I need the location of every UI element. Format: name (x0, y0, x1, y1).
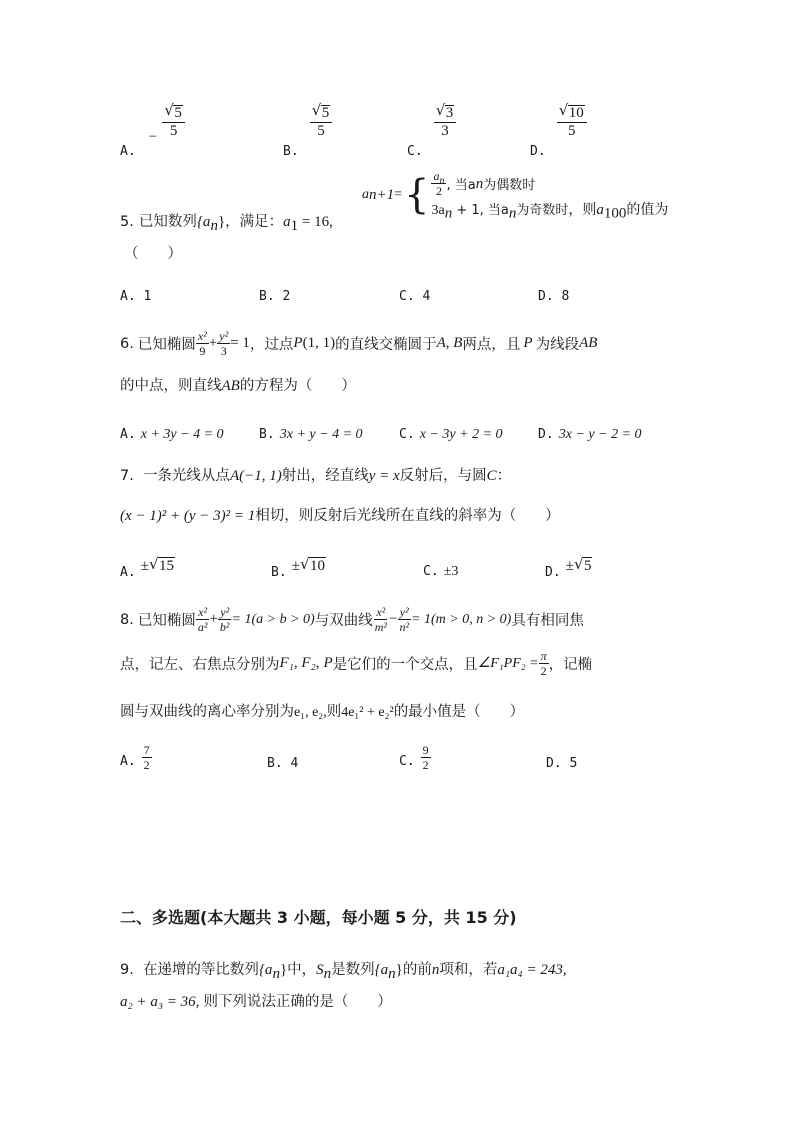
q6-option-a: A. x + 3y − 4 = 0 (120, 427, 224, 442)
q6-option-d: D. 3x − y − 2 = 0 (538, 427, 642, 442)
q6-option-b: B. 3x + y − 4 = 0 (259, 427, 363, 442)
q5-option-a: A. 1 (120, 289, 152, 304)
q4-b-fraction: √ 5 5 (310, 105, 333, 139)
q8-option-c: C. $\frac{9}{2}$ (399, 743, 429, 772)
q6-stem-line2: 的中点，则直线AB的方程为（ ） (120, 378, 356, 394)
q4-option-d: $_{D.}$ √ 10 5 (530, 105, 587, 139)
q5-answer-paren: （ ） (124, 246, 182, 262)
q5-stem-line1: 5. 已知数列$\{a_n\}$，满足：$a_1 = 16$, (120, 214, 333, 235)
q7-option-b: B. ± √ 10 (271, 555, 325, 580)
q8-option-b: B. 4 (267, 756, 299, 771)
q5-option-c: C. 4 (399, 289, 431, 304)
left-brace-icon: { (404, 171, 430, 218)
q8-option-d: D. 5 (546, 756, 578, 771)
q7-option-a: A. ± √ 15 (120, 555, 174, 580)
q5-recurrence: a n+1 = { $\frac{a_n}{2}$ , 当a n 为偶数时 $3a_n + 1$, 当$a_n$为奇数时，则$a_{100}$的值为 (362, 169, 669, 222)
section-2-title: 二、多选题(本大题共 3 小题，每小题 5 分，共 15 分) (120, 908, 517, 927)
q5-option-d: D. 8 (538, 289, 570, 304)
q4-option-c: $_{C.}$ √ 3 3 (407, 105, 456, 139)
q9-stem-line1: 9. 在递增的等比数列$\{a_n\}$中，$S_n$是数列$\{a_n\}$的前n项和，若a₁a₄ = 243, (120, 962, 567, 983)
q7-stem-line2: (x − 1)² + (y − 3)² = 1相切，则反射后光线所在直线的斜率为（ ） (120, 508, 560, 524)
q4-option-b: $_{B.}$ √ 5 5 (283, 105, 332, 139)
q6-option-c: C. x − 3y + 2 = 0 (399, 427, 503, 442)
q9-stem-line2: a₂ + a₃ = 36, 则下列说法正确的是（ ） (120, 994, 392, 1010)
q8-stem-line2: 点，记左、右焦点分别为 F₁, F₂, P 是它们的一个交点，且 ∠F₁PF₂ = $\frac{\pi}{2}$ ，记椭 (120, 649, 593, 678)
q4-d-fraction: √ 10 5 (557, 105, 587, 139)
q4-c-fraction: √ 3 3 (434, 105, 457, 139)
q6-stem-line1: 6. 已知椭圆 $\frac{\text{x²}}{9}$ + $\frac{\text{y²}}{3}$ = 1 ，过点 P (1, 1) 的直线交椭圆于 A, B 两点，且 P 为线段 AB (120, 329, 598, 358)
q4-a-fraction: √ 5 5 (162, 105, 185, 139)
q7-option-d: D. ± √ 5 (545, 555, 592, 580)
q7-option-c: C. ±3 (423, 564, 459, 579)
q8-stem-line1: 8. 已知椭圆 $\frac{\text{x²}}{\text{a²}}$ + $\frac{\text{y²}}{\text{b²}}$ = 1(a > b > 0) 与双曲线 $\frac{\text{x²}}{\text{m²}}$ − $\frac{\text{y²}}{\text{n²}}$ = 1(m > 0, n > 0) 具有相同焦 (120, 605, 584, 634)
q8-option-a: A. $\frac{7}{2}$ (120, 743, 150, 772)
q5-option-b: B. 2 (259, 289, 291, 304)
q4-option-a: $_{A.}$ − √ 5 5 (120, 105, 185, 139)
q7-stem-line1: 7. 一条光线从点A(−1, 1)射出，经直线y = x反射后，与圆C： (120, 468, 512, 484)
q8-stem-line3: 圆与双曲线的离心率分别为e₁, e₂,则4e₁² + e₂²的最小值是（ ） (120, 704, 525, 720)
